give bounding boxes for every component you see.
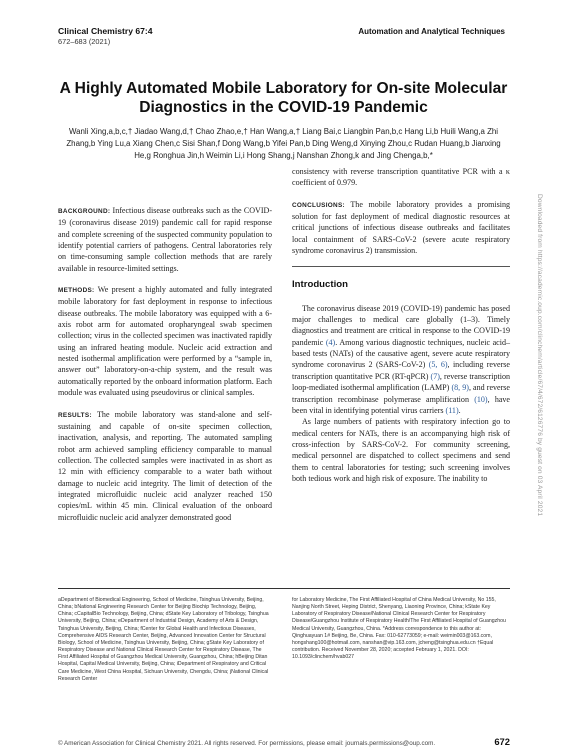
reference-link[interactable]: (7) — [430, 371, 440, 381]
copyright-footer: © American Association for Clinical Chemistry 2021. All rights reserved. For permissions, please email: journals.permissions@oup.com. — [58, 740, 436, 747]
abstract-background — [58, 205, 272, 274]
abstract — [58, 205, 272, 533]
reference-link[interactable]: (4) — [325, 337, 336, 347]
abstract-conclusions-text: The mobile laboratory provides a promising solution for fast deployment of medical diagnostic resources at critical junctions of infectious disease outbreaks and facilitates local containment of SARS-CoV-2 (severe acute respiratory syndrome coronavirus 2) transmission. — [292, 199, 511, 256]
abstract-methods-heading: METHODS: — [58, 287, 95, 295]
reference-link[interactable]: (10) — [474, 394, 488, 404]
abstract-conclusions — [292, 199, 510, 257]
abstract-conclusions-heading: CONCLUSIONS: — [292, 201, 345, 209]
introduction-body — [292, 303, 510, 485]
section-divider — [292, 266, 510, 267]
abstract-background-text: Infectious disease outbreaks such as the COVID-19 (coronavirus disease 2019) pandemic call for rapid response and complete screening of the suspected community population to identify potential carriers of pathogens. Central laboratories rely on time-consuming sample collection methods that are rarely available in resource-limited settings. — [58, 206, 273, 273]
abstract-results-text: The mobile laboratory was stand-alone and self-sustaining and capable of on-site specimen collection, inactivation, analysis, and reporting. The automated sampling robot arm achieved sampling efficiency comparable to manual collection. The collected samples were inactivated in as short as 12 min with efficiency comparable to a water bath without damage to nucleic acid integrity. The limit of detection of the integrated microfluidic nucleic acid analyzer reached 150 copies/mL within 45 min. Clinical evaluation of the onboard microfluidic nucleic acid analyzer demonstrated good — [58, 409, 272, 522]
introduction-heading: Introduction — [292, 279, 348, 291]
section-label: Automation and Analytical Techniques — [358, 27, 505, 36]
right-column — [292, 166, 510, 484]
reference-link[interactable]: (5, 6) — [428, 360, 448, 370]
abstract-results-continued: consistency with reverse transcription quantitative PCR with a κ coefficient of 0.979. — [292, 167, 510, 188]
page-number: 672 — [494, 736, 510, 747]
abstract-results-heading: RESULTS: — [58, 411, 92, 419]
introduction-paragraph-2: As large numbers of patients with respiratory infection go to medical centers for NATs, there is an accompanying high risk of cross-infection by SARS-CoV-2. For community screening, medical personnel are dispatched to collect specimens and send them to central laboratories for testing; such screening involves both tedious work and high risk of exposure. The inability to — [292, 417, 510, 483]
running-header-left — [58, 26, 153, 46]
abstract-methods-text: We present a highly automated and fully integrated mobile laboratory for fast deployment in response to infectious disease outbreaks. The mobile laboratory was equipped with a 6-axis robot arm for automated oropharyngeal swab specimen collection; virus in the collected specimen was inactivated rapidly using an infrared heating module. Nucleic acid extraction and nested isothermal amplification were performed by a “sample in, answer out” laboratory-on-a-chip system, and the result was automatically reported by the onboard information platform. Each module was evaluated using pseudovirus or clinical samples. — [58, 285, 272, 398]
footnote-divider — [58, 588, 510, 589]
introduction-paragraph-1: The coronavirus disease 2019 (COVID-19) pandemic has posed major challenges to medical care globally (1–3). Timely diagnostics and treatment are critical in response to the COVID-19 pandemic (4). Among various diagnostic techniques, nucleic acid–based tests (NATs) of the causative agent, severe acute respiratory syndrome coronavirus 2 (SARS-CoV-2) (5, 6), including reverse transcription quantitative PCR (RT-qPCR) (7), reverse transcription loop-mediated isothermal amplification (LAMP) (8, 9), and reverse transcription recombinase polymerase amplification (10), have been vital in identifying potential virus carriers (11). — [292, 303, 511, 415]
abstract-background-heading: BACKGROUND: — [58, 208, 111, 215]
article-title: A Highly Automated Mobile Laboratory for On-site Molecular Diagnostics in the COVID-19 Pandemic — [59, 80, 508, 116]
abstract-methods — [58, 284, 272, 398]
author-list: Wanli Xing,a,b,c,† Jiadao Wang,d,† Chao Zhao,e,† Han Wang,a,† Liang Bai,c Liangbin Pan,b,c Hang Li,b Huili Wang,a Zhi Zhang,b Ying Lu,a Xiang Chen,c Sisi Shan,f Dong Wang,b Yifei Pan,b Ding Weng,d Xinying Zhou,c Rudan Huang,b Jianxing He,g Ronghua Jin,h Weimin Li,i Hong Shang,j Nanshan Zhong,k and Jing Chenga,b,* — [66, 127, 501, 161]
abstract-results — [58, 409, 272, 523]
journal-citation: Clinical Chemistry 67:4 — [58, 26, 153, 36]
page-range: 672–683 (2021) — [58, 37, 111, 46]
reference-link[interactable]: (8, 9) — [451, 383, 469, 393]
correspondence-footnote: for Laboratory Medicine, The First Affiliated Hospital of China Medical University, No 155, Nanjing North Street, Heping District, Shenyang, Liaoning Province, China; kState Key Laboratory of Respiratory Disease/National Clinical Research Center for Respiratory Disease/Guangzhou Institute of Respiratory Health/The First Affiliated Hospital of Guangzhou Medical University, Guangzhou, China. *Address correspondence to this author at: Qinghuayuan 1# Beijing, Be, China. Fax: 010-62773059; e-mail: weimin003@163.com, hongshang100@hotmail.com, nanshan@vip.163.com, jcheng@tsinghua.edu.cn †Equal contribution. Received November 28, 2020; accepted February 1, 2021. DOI: 10.1093/clinchem/hvab027 — [292, 597, 506, 661]
affiliations-footnote: aDepartment of Biomedical Engineering, School of Medicine, Tsinghua University, Beijing, China; bNational Engineering Research Center for Beijing Biochip Technology, Beijing, China; cCapitalBio Technology, Beijing, China; dState Key Laboratory of Tribology, Tsinghua University, Beijing, China; eDepartment of Industrial Design, Academy of Arts & Design, Tsinghua University, Beijing, China; fCenter for Global Health and Infectious Diseases, Comprehensive AIDS Research Center, Beijing, Advanced Innovation Center for Structural Biology, School of Medicine, Tsinghua University, Beijing, China; gState Key Laboratory of Respiratory Disease and National Clinical Research Center for Respiratory Disease, The First Affiliated Hospital of Guangzhou Medical University, Guangzhou, China; hBeijing Ditan Hospital, Capital Medical University, Beijing, China; iDepartment of Respiratory and Critical Care Medicine, West China Hospital, Sichuan University, Chengdu, China; jNational Clinical Research Center — [58, 597, 269, 682]
download-watermark: Downloaded from https://academic.oup.com/clinchem/article/67/4/672/6126776 by guest on 03 April 2021 — [536, 194, 543, 517]
reference-link[interactable]: (11) — [445, 405, 459, 415]
